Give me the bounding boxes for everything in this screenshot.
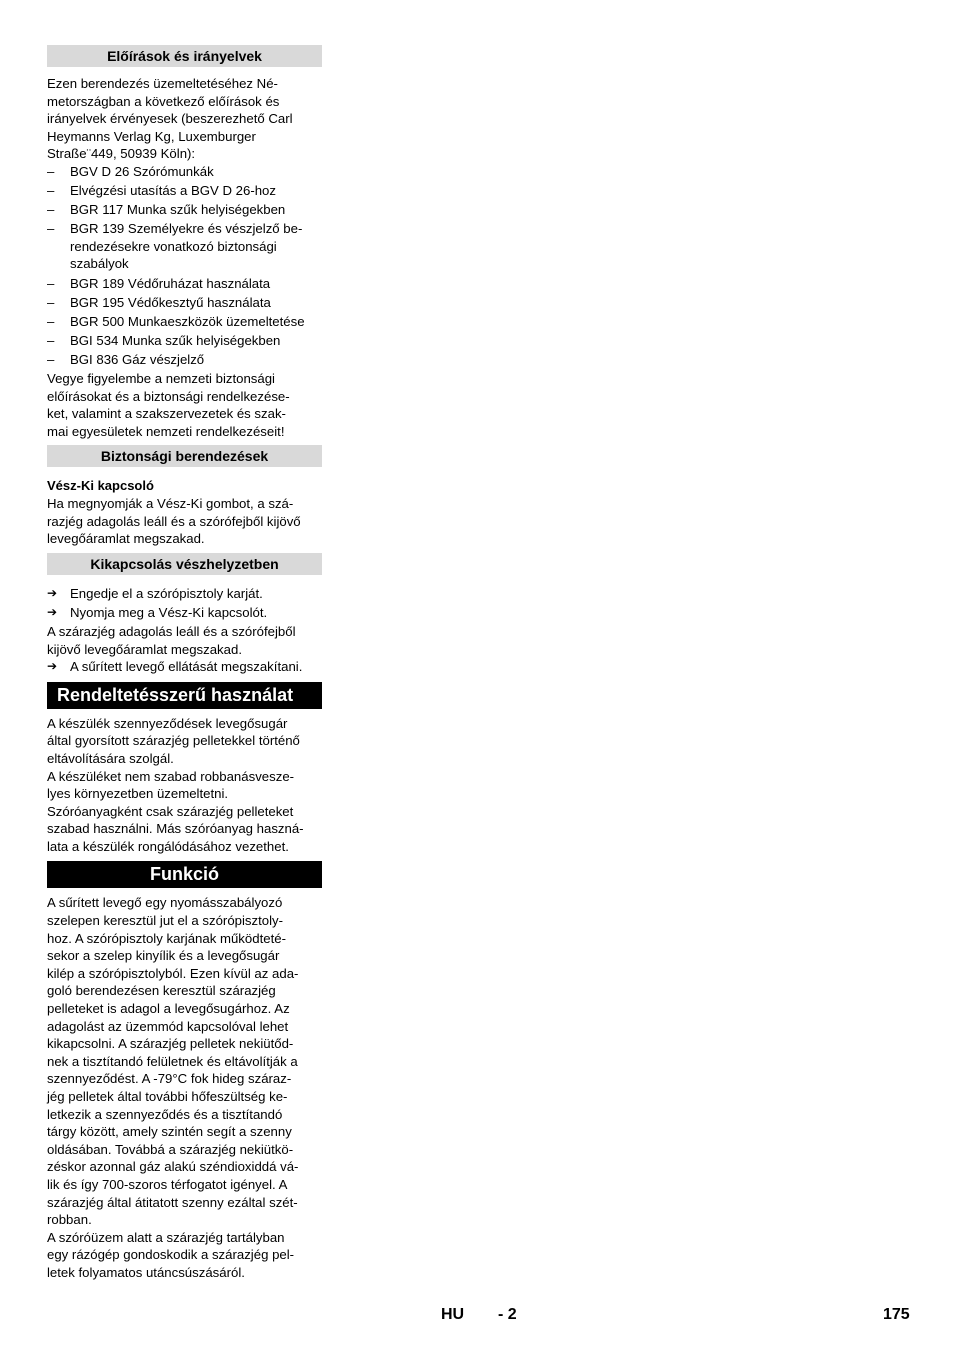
regulations-intro: Ezen berendezés üzemeltetéséhez Né- metországban a következő előírások és irányelvek érvényesek (beszerezhető Carl Heymanns Verlag Kg, Luxemburger Straße¨449, 50939 Köln):: [47, 76, 293, 162]
list-item: – Elvégzési utasítás a BGV D 26-hoz: [47, 182, 322, 200]
section-heading-emergency-shutdown: Kikapcsolás vészhelyzetben: [47, 553, 322, 575]
emergency-stop-text: Ha megnyomják a Vész-Ki gombot, a szá- razjég adagolás leáll és a szórófejből kijövő levegőáramlat megszakad.: [47, 495, 301, 547]
list-item: – BGI 836 Gáz vészjelző: [47, 351, 322, 369]
list-item: [47, 604, 322, 622]
list-item: [47, 585, 322, 603]
step-text: Nyomja meg a Vész-Ki kapcsolót.: [70, 604, 268, 620]
page-number: 175: [883, 1306, 910, 1323]
shutdown-result-text: A szárazjég adagolás leáll és a szórófejből kijövő levegőáramlat megszakad.: [47, 623, 296, 657]
step-text: Engedje el a szórópisztoly karját.: [70, 585, 263, 601]
arrow-right-icon: ➔: [47, 659, 58, 674]
intended-use-p1: A készülék szennyeződések levegősugár által gyorsított szárazjég pelletekkel történő eltávolítására szolgál.: [47, 715, 300, 766]
function-p1: A sűrített levegő egy nyomásszabályozó szelepen keresztül jut el a szórópisztoly- hoz. A szórópisztoly karjának működteté- sekor a szelep kinyílik és a levegősugár kilép a szórópisztolyból. Ezen kívül az ada- goló berendezésen keresztül szárazjég pelleteket is adagol a levegősugárhoz. Az adagolást az üzemmód kapcsolóval lehet kikapcsolni. A szárazjég pelletek nekiütőd- nek a tisztítandó felületnek és eltávolítják a szennyeződést. A -79°C fok hideg száraz- jég pelletek által további hőfeszültség ke- letkezik a szennyeződés és a tisztítandó tárgy között, amely szintén segít a szenny oldásában. Továbbá a szárazjég nekiütkö- zéskor azonnal gáz alakú széndioxiddá vá- lik és így 700-szoros térfogatot igényel. A szárazjég által átitatott szenny ezáltal szét- robban.: [47, 895, 299, 1228]
shutdown-steps: [47, 585, 322, 622]
regulations-list: [47, 163, 322, 369]
regulations-outro: Vegye figyelembe a nemzeti biztonsági előírásokat és a biztonsági rendelkezése- ket, valamint a szakszervezetek és szak- mai egyesületek nemzeti rendelkezéseit!: [47, 371, 290, 439]
function-p2: A szóróüzem alatt a szárazjég tartályban egy rázógép gondoskodik a szárazjég pel- letek folyamatos utáncsúszásáról.: [47, 1229, 295, 1280]
intended-use-p3: Szóróanyagként csak szárazjég pelleteket szabad használni. Más szóróanyag haszná- lata a készülék rongálódásához vezethet.: [47, 803, 304, 854]
shutdown-steps-2: [47, 658, 322, 676]
list-item: – BGR 500 Munkaeszközök üzemeltetése: [47, 313, 322, 331]
list-item: – BGI 534 Munka szűk helyiségekben: [47, 332, 322, 350]
emergency-stop-subheading: Vész-Ki kapcsoló: [47, 478, 154, 494]
content-column: [47, 45, 322, 1282]
section-heading-regulations: Előírások és irányelvek: [47, 45, 322, 67]
list-item: [47, 658, 322, 676]
section-heading-intended-use: Rendeltetésszerű használat: [47, 682, 322, 709]
footer-section: - 2: [498, 1306, 517, 1323]
list-item: – BGR 189 Védőruházat használata: [47, 275, 322, 293]
list-item: – BGR 117 Munka szűk helyiségekben: [47, 201, 322, 219]
arrow-right-icon: ➔: [47, 604, 58, 619]
intended-use-p2: A készüléket nem szabad robbanásvesze- lyes környezetben üzemeltetni.: [47, 768, 295, 802]
arrow-right-icon: ➔: [47, 585, 58, 600]
footer-language: HU: [441, 1306, 465, 1323]
step-text: A sűrített levegő ellátását megszakítani.: [70, 659, 303, 675]
list-item: – BGR 195 Védőkesztyű használata: [47, 294, 322, 312]
section-heading-safety: Biztonsági berendezések: [47, 445, 322, 467]
list-item: – BGV D 26 Szórómunkák: [47, 163, 322, 181]
section-heading-function: Funkció: [47, 861, 322, 888]
list-item: – BGR 139 Személyekre és vészjelző be- rendezésekre vonatkozó biztonsági szabályok: [47, 220, 322, 273]
